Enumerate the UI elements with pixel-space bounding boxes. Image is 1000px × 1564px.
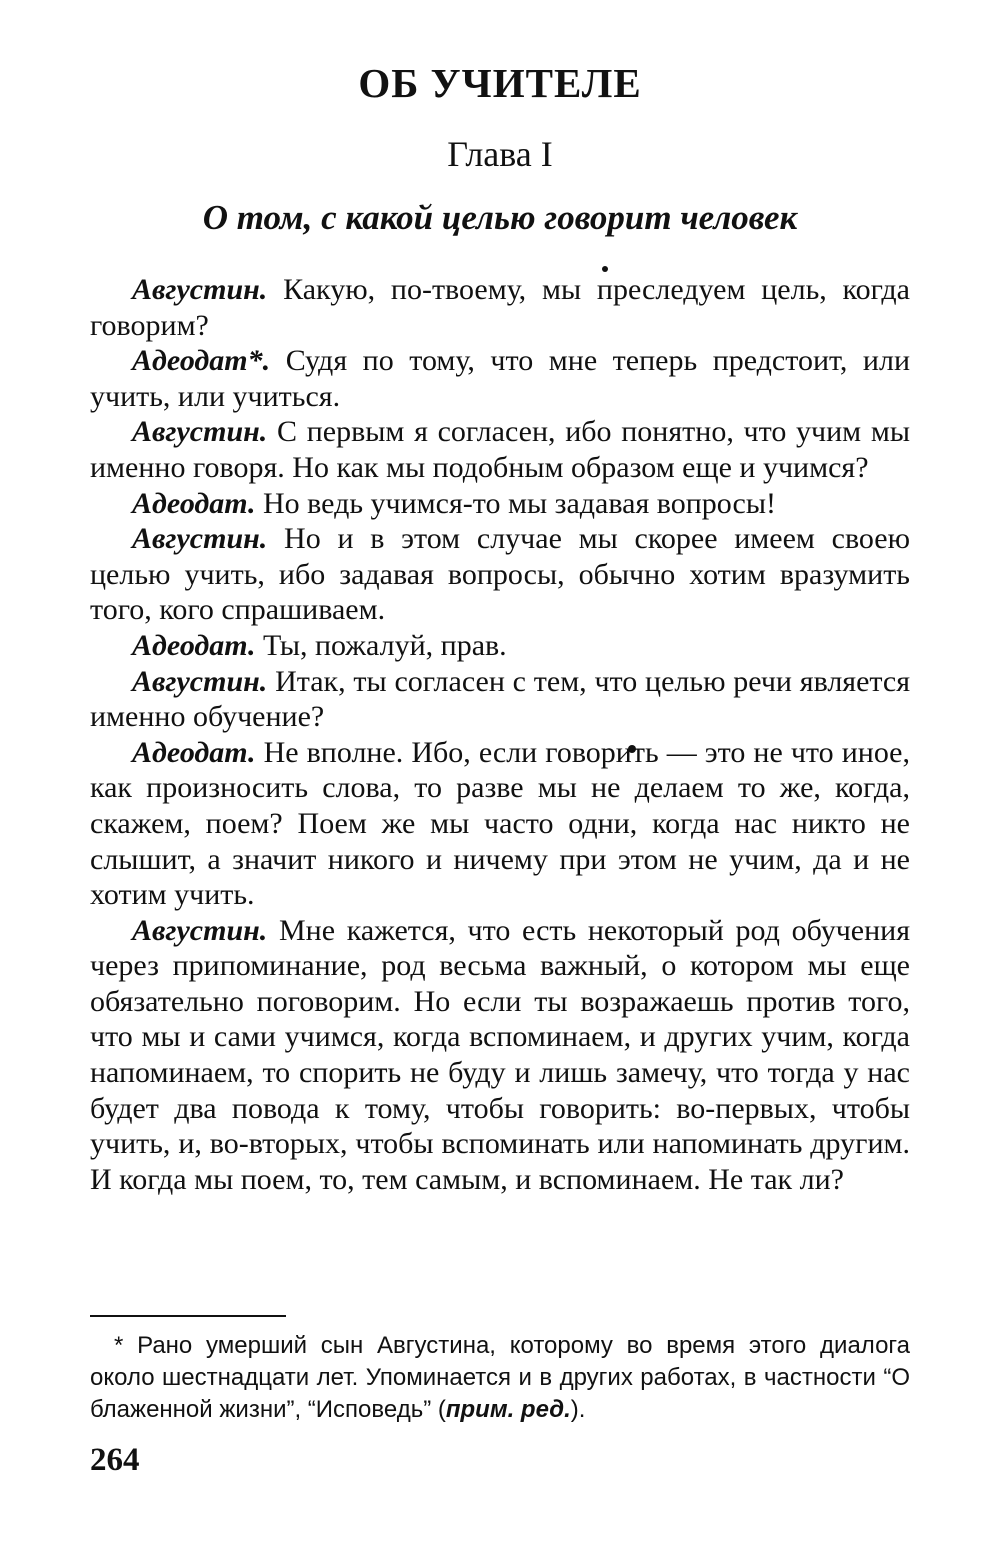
- dialogue-text: [90, 272, 910, 1197]
- speech-text: Какую, по-твоему, мы преследуем цель, когда говорим?: [90, 273, 910, 342]
- page-number: 264: [90, 1442, 140, 1478]
- speaker-name: Августин.: [132, 913, 268, 947]
- speaker-name: Адеодат.: [132, 628, 256, 662]
- speech-text: Но и в этом случае мы скорее имеем своею целью учить, ибо задавая вопросы, обычно хотим вразумить того, кого спрашиваем.: [90, 522, 911, 627]
- dialogue-paragraph: [90, 664, 910, 735]
- speaker-name: Адеодат.: [132, 486, 256, 520]
- footnote: [90, 1330, 910, 1426]
- dialogue-paragraph: [90, 628, 910, 664]
- dialogue-paragraph: [90, 521, 910, 628]
- work-title: ОБ УЧИТЕЛЕ: [358, 60, 642, 106]
- footnote-closing: ).: [570, 1396, 586, 1423]
- speech-text: Но ведь учимся-то мы задавая вопросы!: [263, 486, 776, 520]
- speaker-name: Августин.: [132, 273, 268, 306]
- dialogue-paragraph: [90, 343, 910, 414]
- speech-text: Мне кажется, что есть некоторый род обучения через припоминание, род весьма важный, о котором мы еще обязательно поговорим. Но если ты возражаешь против того, что мы и сами учимся, когда вспоминаем, и других учим, когда напоминаем, то спорить не буду и лишь замечу, что тогда у нас будет два повода к тому, чтобы говорить: во-первых, чтобы учить, и, во-вторых, чтобы вспоминать или напоминать другим. И когда мы поем, то, тем самым, и вспоминаем. Не так ли?: [90, 913, 911, 1196]
- dialogue-paragraph: [90, 735, 910, 913]
- footnote-paragraph: [90, 1330, 910, 1426]
- chapter-subtitle: О том, с какой целью говорит человек: [202, 198, 798, 237]
- speaker-name: Августин.: [132, 415, 268, 449]
- dialogue-paragraph: [90, 486, 910, 522]
- speaker-name: Адеодат*.: [132, 344, 271, 378]
- dialogue-paragraph: [90, 414, 910, 485]
- speaker-name: Августин.: [132, 522, 268, 556]
- speech-text: С первым я согласен, ибо понятно, что учим мы именно говоря. Но как мы подобным образом еще и учимся?: [90, 415, 910, 484]
- speech-text: Не вполне. Ибо, если говорить — это не что иное, как произносить слова, то разве мы не делаем то же, когда, скажем, поем? Поем же мы часто одни, когда нас никто не слышит, а значит никого и ничему при этом не учим, да и не хотим учить.: [90, 735, 910, 912]
- dialogue-paragraph: [90, 913, 910, 1198]
- dialogue-paragraph: [90, 272, 910, 343]
- footnote-text: * Рано умерший сын Августина, которому во время этого диалога около шестнадцати лет. Упоминается и в других работах, в частности “О блаженной жизни”, “Исповедь” (: [90, 1332, 910, 1423]
- editor-note: прим. ред.: [445, 1396, 571, 1423]
- speaker-name: Адеодат.: [132, 735, 256, 769]
- speech-text: Судя по тому, что мне теперь предстоит, или учить, или учиться.: [90, 344, 910, 413]
- speech-text: Ты, пожалуй, прав.: [263, 628, 507, 662]
- speech-text: Итак, ты согласен с тем, что целью речи является именно обучение?: [90, 664, 911, 734]
- speaker-name: Августин.: [132, 664, 268, 698]
- chapter-heading: Глава I: [447, 134, 553, 174]
- footnote-divider: [90, 1315, 286, 1317]
